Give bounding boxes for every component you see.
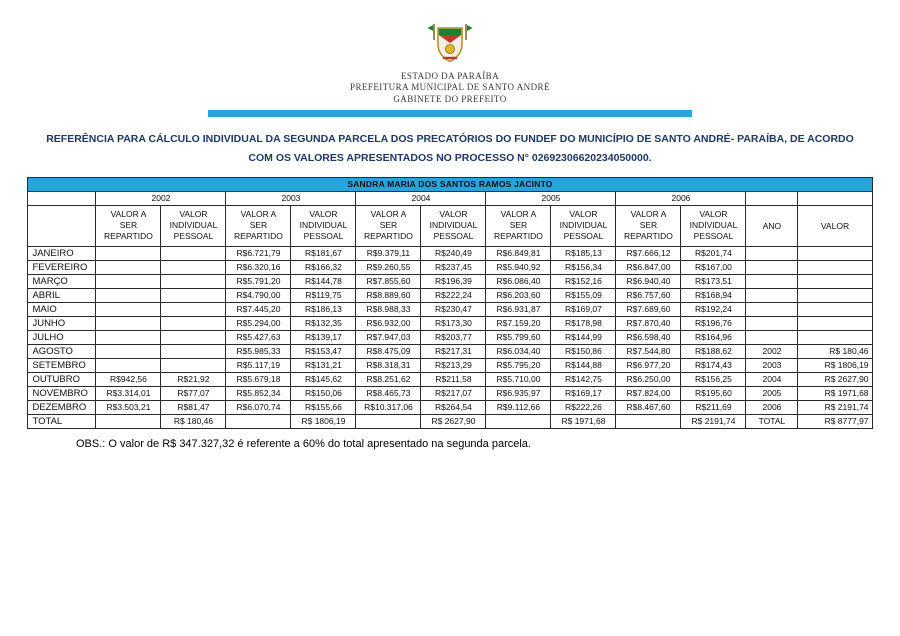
header-label: VALOR A SER REPARTIDO [234,208,283,242]
municipal-crest-icon [426,22,474,68]
value-cell: R$21,92 [161,372,226,386]
header-label: VALOR A SER REPARTIDO [364,208,413,242]
value-cell: R$7.666,12 [616,246,681,260]
value-cell: R$5.117,19 [226,358,291,372]
value-cell: R$6.203,60 [486,288,551,302]
month-row [28,246,872,260]
value-cell: R$5.427,63 [226,330,291,344]
valor-cell: R$ 8777,97 [798,414,872,428]
row-label: JANEIRO [28,246,96,260]
ano-cell: 2006 [746,400,798,414]
table-title-row [28,177,872,191]
row-label: NOVEMBRO [28,386,96,400]
header-individual [421,205,486,246]
row-label: AGOSTO [28,344,96,358]
value-cell: R$169,17 [551,386,616,400]
value-cell: R$6.250,00 [616,372,681,386]
value-cell: R$5.795,20 [486,358,551,372]
value-cell: R$174,43 [681,358,746,372]
value-cell: R$9.260,55 [356,260,421,274]
header-individual [291,205,356,246]
ano-cell: 2005 [746,386,798,400]
value-cell: R$7.870,40 [616,316,681,330]
value-cell: R$6.977,20 [616,358,681,372]
value-cell: R$8.475,09 [356,344,421,358]
header-label: VALOR INDIVIDUAL PESSOAL [429,208,478,242]
value-cell: R$6.940,40 [616,274,681,288]
valor-cell [798,288,872,302]
value-cell: R$240,49 [421,246,486,260]
value-cell: R$10.317,06 [356,400,421,414]
value-cell: R$155,66 [291,400,356,414]
value-cell: R$6.598,40 [616,330,681,344]
valor-cell [798,316,872,330]
value-cell [161,260,226,274]
value-cell [96,288,161,302]
header-individual [681,205,746,246]
letterhead [0,0,900,117]
value-cell [96,246,161,260]
year-2004: 2004 [356,191,486,205]
value-cell [96,302,161,316]
value-cell: R$77,07 [161,386,226,400]
value-cell: R$222,24 [421,288,486,302]
value-cell: R$5.679,18 [226,372,291,386]
row-label: OUTUBRO [28,372,96,386]
value-cell: R$156,25 [681,372,746,386]
value-cell: R$6.847,00 [616,260,681,274]
blank-cell [798,191,872,205]
value-cell: R$7.855,60 [356,274,421,288]
value-cell: R$152,16 [551,274,616,288]
valor-cell: R$ 2627,90 [798,372,872,386]
value-cell: R$167,00 [681,260,746,274]
value-cell [161,274,226,288]
header-divider-bar [208,110,692,117]
blank-cell [746,191,798,205]
value-cell [96,358,161,372]
value-cell: R$217,07 [421,386,486,400]
value-cell: R$178,98 [551,316,616,330]
header-label: VALOR A SER REPARTIDO [104,208,153,242]
value-cell: R$142,75 [551,372,616,386]
valor-cell: R$ 180,46 [798,344,872,358]
value-cell [161,288,226,302]
month-row [28,386,872,400]
value-cell: R$230,47 [421,302,486,316]
value-cell: R$203,77 [421,330,486,344]
table-body [28,246,872,428]
value-cell: R$144,88 [551,358,616,372]
value-cell: R$185,13 [551,246,616,260]
month-row [28,344,872,358]
value-cell: R$6.931,87 [486,302,551,316]
value-cell: R$166,32 [291,260,356,274]
value-cell: R$6.320,16 [226,260,291,274]
value-cell: R$6.070,74 [226,400,291,414]
value-cell [161,358,226,372]
blank-cell [28,191,96,205]
precatorios-table [27,177,872,429]
header-valor: VALOR [798,205,872,246]
value-cell: R$942,56 [96,372,161,386]
valor-cell [798,246,872,260]
value-cell: R$7.445,20 [226,302,291,316]
header-label: VALOR A SER REPARTIDO [494,208,543,242]
ano-cell [746,260,798,274]
value-cell: R$6.757,60 [616,288,681,302]
ano-cell [746,274,798,288]
header-individual [551,205,616,246]
month-row [28,316,872,330]
valor-cell [798,260,872,274]
value-cell: R$155,09 [551,288,616,302]
header-repartido [356,205,421,246]
value-cell: R$81,47 [161,400,226,414]
value-cell: R$ 1806,19 [291,414,356,428]
value-cell: R$237,45 [421,260,486,274]
value-cell: R$5.710,00 [486,372,551,386]
value-cell: R$8.465,73 [356,386,421,400]
value-cell: R$6.721,79 [226,246,291,260]
year-2006: 2006 [616,191,746,205]
blank-cell [28,205,96,246]
header-repartido [226,205,291,246]
value-cell: R$5.791,20 [226,274,291,288]
value-cell: R$169,07 [551,302,616,316]
value-cell: R$222,26 [551,400,616,414]
value-cell: R$153,47 [291,344,356,358]
value-cell: R$173,30 [421,316,486,330]
row-label: FEVEREIRO [28,260,96,274]
value-cell [161,344,226,358]
value-cell: R$213,29 [421,358,486,372]
value-cell [96,344,161,358]
value-cell [356,414,421,428]
year-2003: 2003 [226,191,356,205]
value-cell [96,274,161,288]
month-row [28,372,872,386]
row-label: JUNHO [28,316,96,330]
value-cell: R$5.852,34 [226,386,291,400]
value-cell: R$139,17 [291,330,356,344]
value-cell: R$8.988,33 [356,302,421,316]
ano-cell [746,288,798,302]
value-cell [616,414,681,428]
org-line-prefeitura: PREFEITURA MUNICIPAL DE SANTO ANDRÉ [350,82,550,93]
value-cell: R$196,76 [681,316,746,330]
value-cell: R$188,62 [681,344,746,358]
value-cell: R$150,06 [291,386,356,400]
value-cell: R$8.467,60 [616,400,681,414]
value-cell: R$173,51 [681,274,746,288]
value-cell: R$7.824,00 [616,386,681,400]
column-header-row [28,205,872,246]
row-label: MAIO [28,302,96,316]
value-cell [161,316,226,330]
beneficiary-name: SANDRA MARIA DOS SANTOS RAMOS JACINTO [28,177,872,191]
header-label: VALOR INDIVIDUAL PESSOAL [559,208,608,242]
value-cell: R$150,86 [551,344,616,358]
value-cell: R$8.318,31 [356,358,421,372]
value-cell: R$131,21 [291,358,356,372]
value-cell: R$3.503,21 [96,400,161,414]
value-cell: R$181,67 [291,246,356,260]
month-row [28,400,872,414]
ano-cell [746,316,798,330]
valor-cell: R$ 1806,19 [798,358,872,372]
value-cell: R$119,75 [291,288,356,302]
row-label: ABRIL [28,288,96,302]
value-cell: R$6.935,97 [486,386,551,400]
header-repartido [96,205,161,246]
value-cell: R$7.159,20 [486,316,551,330]
row-label: MARÇO [28,274,96,288]
value-cell [486,414,551,428]
month-row [28,260,872,274]
value-cell: R$7.544,80 [616,344,681,358]
row-label: DEZEMBRO [28,400,96,414]
value-cell [226,414,291,428]
value-cell: R$ 1971,68 [551,414,616,428]
ano-cell: 2003 [746,358,798,372]
value-cell: R$195,60 [681,386,746,400]
value-cell: R$168,94 [681,288,746,302]
ano-cell [746,302,798,316]
value-cell: R$264,54 [421,400,486,414]
header-repartido [616,205,681,246]
valor-cell [798,302,872,316]
total-row [28,414,872,428]
ano-cell [746,246,798,260]
header-label: VALOR A SER REPARTIDO [624,208,673,242]
value-cell: R$186,13 [291,302,356,316]
value-cell: R$8.889,60 [356,288,421,302]
value-cell: R$5.940,92 [486,260,551,274]
org-line-state: ESTADO DA PARAÍBA [400,71,500,81]
month-row [28,330,872,344]
value-cell: R$6.034,40 [486,344,551,358]
value-cell: R$192,24 [681,302,746,316]
value-cell: R$156,34 [551,260,616,274]
year-2002: 2002 [96,191,226,205]
month-row [28,302,872,316]
ano-cell [746,330,798,344]
value-cell: R$7.947,03 [356,330,421,344]
row-label: SETEMBRO [28,358,96,372]
value-cell: R$3.314,01 [96,386,161,400]
value-cell: R$5.799,60 [486,330,551,344]
value-cell: R$211,58 [421,372,486,386]
value-cell: R$ 2627,90 [421,414,486,428]
ano-cell: TOTAL [746,414,798,428]
header-ano: ANO [746,205,798,246]
year-header-row [28,191,872,205]
year-2005: 2005 [486,191,616,205]
valor-cell [798,274,872,288]
value-cell: R$5.985,33 [226,344,291,358]
row-label: TOTAL [28,414,96,428]
org-line-gabinete: GABINETE DO PREFEITO [393,93,507,104]
valor-cell: R$ 1971,68 [798,386,872,400]
header-label: VALOR INDIVIDUAL PESSOAL [169,208,218,242]
value-cell: R$201,74 [681,246,746,260]
value-cell: R$144,99 [551,330,616,344]
value-cell [96,316,161,330]
value-cell [161,246,226,260]
value-cell: R$4.790,00 [226,288,291,302]
value-cell: R$6.932,00 [356,316,421,330]
ano-cell: 2002 [746,344,798,358]
month-row [28,288,872,302]
value-cell [96,330,161,344]
header-label: VALOR INDIVIDUAL PESSOAL [299,208,348,242]
value-cell [161,330,226,344]
value-cell: R$9.379,11 [356,246,421,260]
value-cell [96,414,161,428]
value-cell: R$5.294,00 [226,316,291,330]
value-cell: R$196,39 [421,274,486,288]
value-cell: R$144,78 [291,274,356,288]
value-cell: R$8.251,62 [356,372,421,386]
value-cell: R$7.689,60 [616,302,681,316]
header-individual [161,205,226,246]
footnote: OBS.: O valor de R$ 347.327,32 é referente a 60% do total apresentado na segunda parcela. [76,437,531,450]
value-cell: R$6.849,81 [486,246,551,260]
header-repartido [486,205,551,246]
value-cell: R$217,31 [421,344,486,358]
value-cell: R$6.086,40 [486,274,551,288]
value-cell [161,302,226,316]
document-title: REFERÊNCIA PARA CÁLCULO INDIVIDUAL DA SEGUNDA PARCELA DOS PRECATÓRIOS DO FUNDEF DO MUNICÍPIO DE SANTO ANDRÉ- PARAÍBA, DE ACORDO COM OS VALORES APRESENTADOS NO PROCESSO N° 02692306620234050000. [46,132,854,164]
valor-cell: R$ 2191,74 [798,400,872,414]
header-label: VALOR INDIVIDUAL PESSOAL [689,208,738,242]
value-cell: R$132,35 [291,316,356,330]
ano-cell: 2004 [746,372,798,386]
value-cell: R$ 180,46 [161,414,226,428]
valor-cell [798,330,872,344]
row-label: JULHO [28,330,96,344]
value-cell: R$9.112,66 [486,400,551,414]
value-cell [96,260,161,274]
month-row [28,274,872,288]
value-cell: R$164,96 [681,330,746,344]
value-cell: R$ 2191,74 [681,414,746,428]
value-cell: R$211,69 [681,400,746,414]
value-cell: R$145,62 [291,372,356,386]
month-row [28,358,872,372]
